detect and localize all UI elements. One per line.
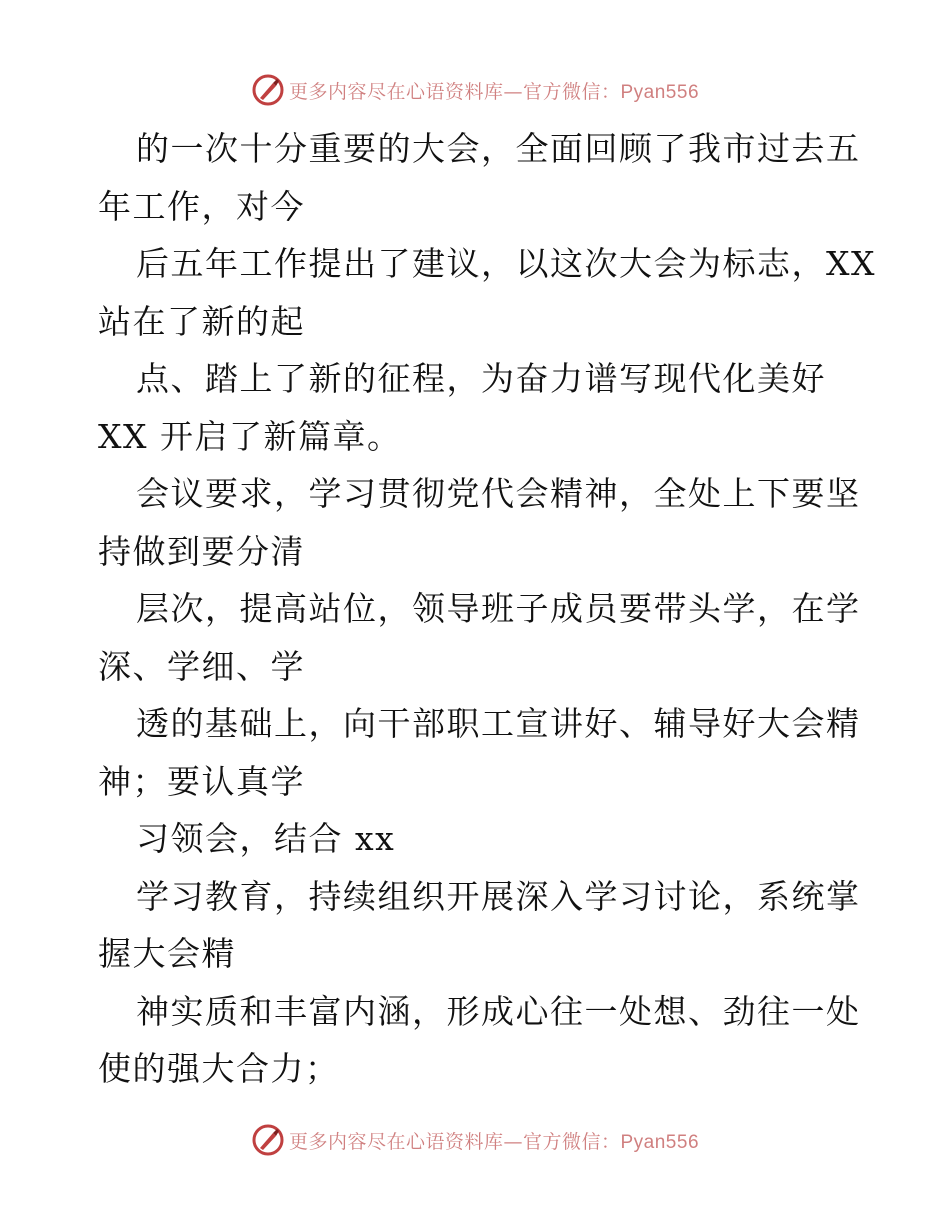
header-watermark — [0, 70, 950, 110]
text-line: 使的强大合力； — [98, 1049, 340, 1088]
footer-watermark — [0, 1120, 950, 1160]
text-line: 神；要认真学 — [98, 761, 305, 801]
text-line: 透的基础上，向干部职工宣讲好、辅导好大会精 — [136, 704, 861, 743]
text-line: 神实质和丰富内涵，形成心往一处想、劲往一处 — [136, 991, 861, 1031]
text-line: 层次，提高站位，领导班子成员要带头学，在学 — [136, 589, 861, 628]
watermark-text: 更多内容尽在心语资料库—官方微信：Pyan556 — [288, 1130, 700, 1153]
pen-logo-icon — [251, 1123, 285, 1157]
text-line: 深、学细、学 — [98, 646, 305, 686]
text-line: 的一次十分重要的大会，全面回顾了我市过去五 — [136, 129, 861, 168]
text-line: 站在了新的起 — [98, 301, 305, 341]
text-line: 点、踏上了新的征程，为奋力谱写现代化美好 — [136, 359, 826, 398]
text-line: 年工作，对今 — [98, 186, 305, 226]
watermark-text: 更多内容尽在心语资料库—官方微信：Pyan556 — [288, 80, 700, 103]
text-line: 会议要求，学习贯彻党代会精神，全处上下要坚 — [136, 474, 861, 513]
text-line: XX 开启了新篇章。 — [98, 416, 402, 456]
pen-logo-icon — [251, 73, 285, 107]
text-line: 习领会，结合 xx — [136, 819, 396, 858]
text-line: 持做到要分清 — [98, 531, 305, 571]
text-line: 握大会精 — [98, 934, 236, 973]
text-line: 后五年工作提出了建议，以这次大会为标志，XX — [136, 244, 876, 283]
text-line: 学习教育，持续组织开展深入学习讨论，系统掌 — [136, 876, 861, 916]
document-body — [98, 120, 876, 1098]
